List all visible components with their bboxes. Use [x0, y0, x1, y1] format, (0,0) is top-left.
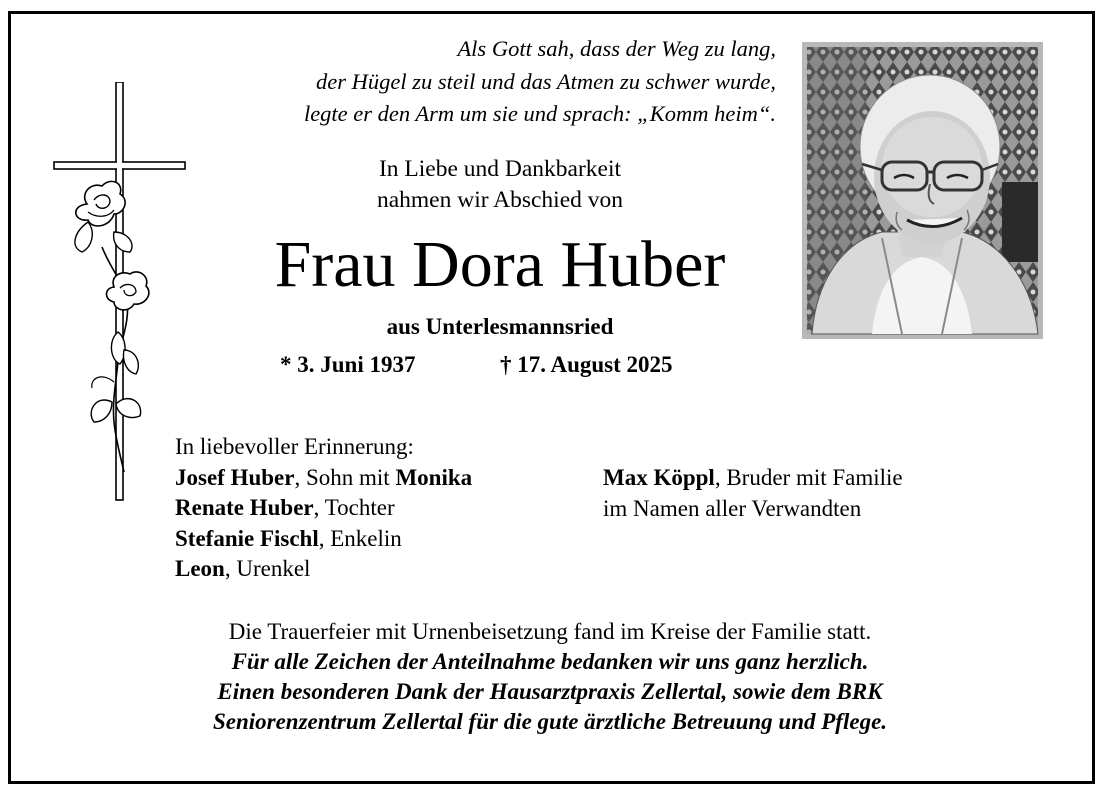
mourner-name: Renate Huber [175, 495, 314, 520]
poem-line: der Hügel zu steil und das Atmen zu schwer wurde, [316, 68, 776, 94]
poem [304, 33, 776, 131]
mourner-name: Max Köppl [603, 465, 715, 490]
mourner-line: im Namen aller Verwandten [603, 495, 862, 521]
poem-line: Als Gott sah, dass der Weg zu lang, [457, 36, 776, 61]
intro-text [300, 154, 700, 216]
mourner-relation: , Sohn mit [294, 464, 396, 490]
mourner-line [175, 493, 472, 524]
mourner-relation: , Urenkel [224, 556, 311, 581]
footer-line: Die Trauerfeier mit Urnenbeisetzung fand im Kreise der Familie statt. [228, 619, 872, 644]
mourner-line [175, 463, 472, 494]
mourner-line [603, 463, 903, 494]
poem-line: legte er den Arm um sie und sprach: „Komm heim“. [303, 101, 776, 126]
footer-text [40, 617, 1060, 737]
mourner-relation: , Tochter [313, 495, 395, 520]
death-date: † 17. August 2025 [500, 352, 673, 377]
deceased-name: Frau Dora Huber [274, 228, 726, 301]
portrait-photo [802, 42, 1043, 339]
mourner-name: Stefanie Fischl [175, 525, 319, 551]
mourner-name: Monika [395, 464, 473, 490]
cross-with-roses-icon [52, 82, 187, 502]
mourners-right [603, 463, 903, 524]
mourners-list [175, 432, 472, 585]
deceased-origin: aus Unterlesmannsried [386, 314, 614, 339]
mourners-heading: In liebevoller Erinnerung: [175, 434, 414, 459]
mourner-line [175, 554, 472, 585]
footer-line: Seniorenzentrum Zellertal für die gute ärztliche Betreuung und Pflege. [212, 709, 888, 734]
mourner-name: Josef Huber [175, 464, 295, 490]
mourner-name: Leon [175, 556, 225, 581]
intro-line: nahmen wir Abschied von [376, 187, 624, 213]
birth-date: * 3. Juni 1937 [280, 352, 416, 377]
intro-line: In Liebe und Dankbarkeit [378, 156, 622, 182]
mourner-line [175, 524, 472, 555]
footer-line: Einen besonderen Dank der Hausarztpraxis Zellertal, sowie dem BRK [217, 679, 883, 704]
mourner-relation: , Enkelin [318, 525, 402, 551]
mourner-relation: , Bruder mit Familie [714, 465, 903, 490]
footer-line: Für alle Zeichen der Anteilnahme bedanken wir uns ganz herzlich. [231, 649, 869, 674]
